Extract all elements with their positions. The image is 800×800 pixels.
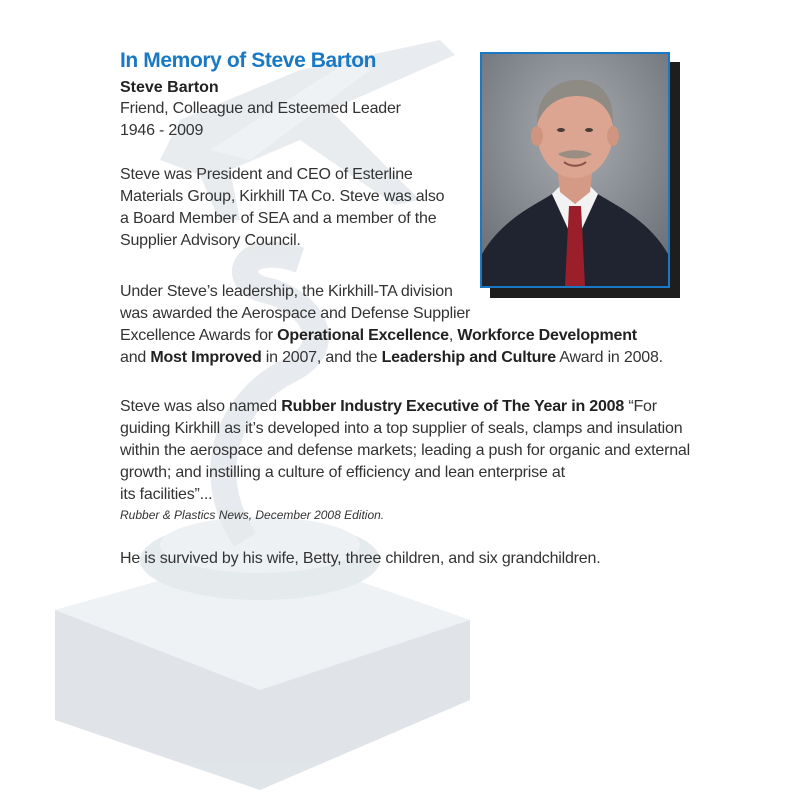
text-span: and [120, 349, 151, 366]
closing-line: He is survived by his wife, Betty, three children, and six grandchildren. [120, 550, 601, 567]
citation: Rubber & Plastics News, December 2008 Edition. [120, 508, 385, 522]
portrait-photo [480, 52, 670, 288]
text-span: “For [624, 398, 657, 415]
award-operational-excellence: Operational Excellence [277, 327, 449, 344]
award-most-improved: Most Improved [150, 349, 262, 366]
paragraph1-line: Materials Group, Kirkhill TA Co. Steve was also [120, 188, 445, 205]
paragraph1-line: a Board Member of SEA and a member of the [120, 210, 437, 227]
award-workforce-development: Workforce Development [457, 327, 637, 344]
award-leadership-culture: Leadership and Culture [381, 349, 556, 366]
paragraph2-line: was awarded the Aerospace and Defense Supplier [120, 305, 471, 322]
paragraph3-line: guiding Kirkhill as it’s developed into a top supplier of seals, clamps and insulation [120, 420, 683, 437]
person-name: Steve Barton [120, 79, 219, 96]
text-span: Steve was also named [120, 398, 282, 415]
paragraph3-line: its facilities”... [120, 486, 213, 503]
years: 1946 - 2009 [120, 122, 204, 139]
paragraph3-line: within the aerospace and defense markets; leading a push for organic and external [120, 442, 690, 459]
text-span: Excellence Awards for [120, 327, 278, 344]
subtitle: Friend, Colleague and Esteemed Leader [120, 100, 401, 117]
executive-of-year-title: Rubber Industry Executive of The Year in 2008 [281, 398, 625, 415]
paragraph2-line [120, 325, 637, 347]
paragraph2-line: Under Steve’s leadership, the Kirkhill-TA division [120, 283, 453, 300]
paragraph1-line: Supplier Advisory Council. [120, 232, 301, 249]
portrait-illustration [482, 54, 668, 286]
paragraph3-line: growth; and instilling a culture of efficiency and lean enterprise at [120, 464, 565, 481]
paragraph3-line [120, 396, 657, 418]
text-span: , [448, 327, 458, 344]
paragraph2-line [120, 347, 663, 369]
text-span: Award in 2008. [555, 349, 663, 366]
page-title: In Memory of Steve Barton [120, 49, 377, 72]
text-span: in 2007, and the [261, 349, 382, 366]
paragraph1-line: Steve was President and CEO of Esterline [120, 166, 413, 183]
